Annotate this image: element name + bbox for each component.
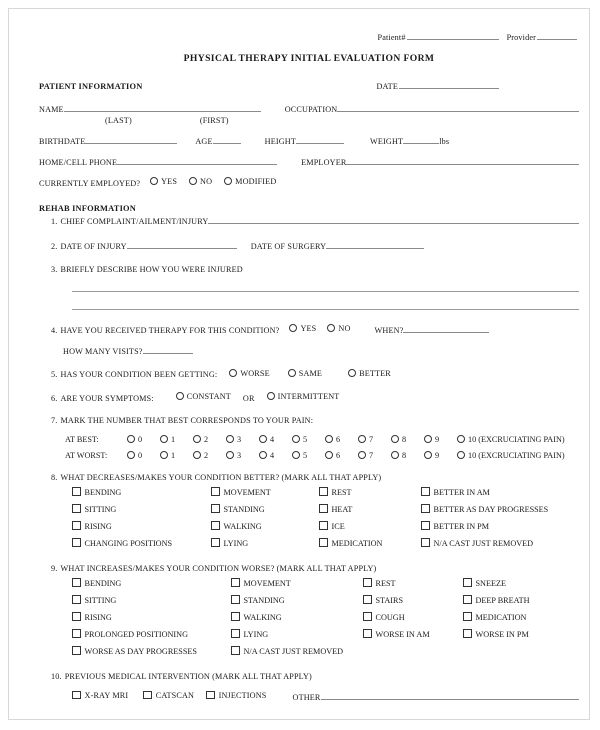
form-page — [8, 8, 590, 720]
q8-option-changing-positions[interactable] — [72, 539, 172, 548]
q4-option-yes[interactable] — [289, 324, 316, 333]
q7-label: MARK THE NUMBER THAT BEST CORRESPONDS TO YOUR PAIN: — [60, 415, 314, 425]
radio-icon[interactable] — [325, 451, 333, 459]
q9-row-4 — [39, 630, 579, 647]
q7-at-worst-row — [39, 451, 579, 460]
q7-at-best-row — [39, 435, 579, 444]
checkbox-icon[interactable] — [72, 487, 81, 496]
q7-worst-option-10[interactable] — [457, 451, 565, 460]
q8-label: WHAT DECREASES/MAKES YOUR CONDITION BETTER? (MARK ALL THAT APPLY) — [60, 472, 382, 482]
checkbox-icon[interactable] — [231, 629, 240, 638]
q8-option-better-in-pm-label: BETTER IN PM — [433, 521, 489, 531]
q4-visits-field[interactable] — [143, 345, 193, 354]
q7-worst-option-2[interactable] — [193, 451, 226, 460]
q4-when-label: WHEN? — [374, 325, 404, 335]
q8-option-bending[interactable] — [72, 488, 121, 497]
checkbox-icon[interactable] — [421, 521, 430, 530]
radio-icon[interactable] — [229, 369, 237, 377]
q7-at-worst-label: AT WORST: — [65, 450, 108, 460]
q7-best-option-3-label: 3 — [237, 434, 242, 444]
q3-number: 3. — [51, 264, 58, 274]
q8-option-walking-label: WALKING — [223, 521, 262, 531]
q9-option-cough[interactable] — [363, 613, 405, 622]
q10-label: PREVIOUS MEDICAL INTERVENTION (MARK ALL THAT APPLY) — [64, 671, 312, 681]
q9-option-sneeze-label: SNEEZE — [475, 578, 506, 588]
q7-best-option-10-label: 10 (EXCRUCIATING PAIN) — [468, 434, 565, 444]
q2-surgery-label: DATE OF SURGERY — [250, 241, 327, 251]
rehab-information-heading: REHAB INFORMATION — [39, 203, 137, 213]
employer-field[interactable] — [346, 156, 579, 165]
height-field[interactable] — [296, 135, 344, 144]
q2-label: DATE OF INJURY — [60, 241, 127, 251]
q7-best-option-6[interactable] — [325, 435, 358, 444]
q7-worst-option-6-label: 6 — [336, 450, 341, 460]
patient-number-label: Patient# — [377, 33, 406, 42]
radio-icon[interactable] — [457, 451, 465, 459]
q9-option-worse-as-day-progresses[interactable] — [72, 647, 197, 656]
q8-option-rising[interactable] — [72, 522, 112, 531]
q10-other-label: OTHER — [292, 692, 321, 702]
q4-label: HAVE YOU RECEIVED THERAPY FOR THIS CONDITION? — [60, 325, 280, 335]
q9-option-sitting-label: SITTING — [84, 595, 117, 605]
radio-icon[interactable] — [150, 177, 158, 185]
radio-icon[interactable] — [127, 435, 135, 443]
q8-option-movement[interactable] — [211, 488, 271, 497]
q8-option-bending-label: BENDING — [84, 487, 122, 497]
q10-option-catscan-label: CATSCAN — [155, 690, 195, 700]
radio-icon[interactable] — [391, 435, 399, 443]
occupation-field[interactable] — [337, 103, 579, 112]
checkbox-icon[interactable] — [463, 612, 472, 621]
q5-option-same-label: SAME — [298, 368, 323, 378]
q4-when-field[interactable] — [403, 324, 489, 333]
q8-option-movement-label: MOVEMENT — [223, 487, 271, 497]
q7-worst-option-0[interactable] — [127, 451, 160, 460]
checkbox-icon[interactable] — [211, 504, 220, 513]
q8-row-4 — [39, 539, 579, 556]
q9-option-prolonged-positioning[interactable] — [72, 630, 188, 639]
checkbox-icon[interactable] — [231, 612, 240, 621]
checkbox-icon[interactable] — [231, 595, 240, 604]
q2-date-of-injury-field[interactable] — [127, 240, 237, 249]
q6-number: 6. — [51, 393, 58, 403]
radio-icon[interactable] — [289, 324, 297, 332]
radio-icon[interactable] — [259, 435, 267, 443]
radio-icon[interactable] — [424, 435, 432, 443]
q9-option-worse-in-pm-label: WORSE IN PM — [475, 629, 529, 639]
radio-icon[interactable] — [288, 369, 296, 377]
q9-option-movement-label: MOVEMENT — [243, 578, 291, 588]
q7-best-option-4-label: 4 — [270, 434, 275, 444]
q9-row-3 — [39, 613, 579, 630]
q9-option-na-cast-just-removed[interactable] — [231, 647, 343, 656]
q3-description-line-2[interactable] — [72, 309, 579, 310]
age-field[interactable] — [213, 135, 241, 144]
q7-at-best-label: AT BEST: — [65, 434, 99, 444]
q7-best-option-5[interactable] — [292, 435, 325, 444]
q9-row-2 — [39, 596, 579, 613]
checkbox-icon[interactable] — [72, 629, 81, 638]
q7-worst-option-10-label: 10 (EXCRUCIATING PAIN) — [468, 450, 565, 460]
q7-worst-option-0-label: 0 — [138, 450, 143, 460]
q4-option-no[interactable] — [327, 324, 350, 333]
q6-option-intermittent-label: INTERMITTENT — [277, 392, 340, 401]
checkbox-icon[interactable] — [231, 646, 240, 655]
q7-best-option-2-label: 2 — [204, 434, 209, 444]
weight-unit-label: lbs — [439, 137, 450, 146]
q8-checkbox-grid — [39, 488, 579, 556]
first-name-caption: (FIRST) — [199, 116, 229, 125]
q7-worst-option-9-label: 9 — [435, 450, 440, 460]
q8-option-medication-label: MEDICATION — [331, 538, 383, 548]
radio-icon[interactable] — [267, 392, 275, 400]
q9-option-standing[interactable] — [231, 596, 285, 605]
q8-option-better-in-am[interactable] — [421, 488, 490, 497]
q6-conjunction: OR — [242, 393, 255, 403]
q1-label: CHIEF COMPLAINT/AILMENT/INJURY — [60, 216, 209, 226]
radio-icon[interactable] — [358, 451, 366, 459]
q9-option-lying[interactable] — [231, 630, 268, 639]
age-label: AGE — [195, 137, 213, 146]
q8-option-standing-label: STANDING — [223, 504, 265, 514]
q7-worst-option-9[interactable] — [424, 451, 457, 460]
q8-option-na-cast-just-removed-label: N/A CAST JUST REMOVED — [433, 538, 534, 548]
phone-field[interactable] — [117, 156, 277, 165]
employed-option-no-label: NO — [200, 177, 213, 186]
q5-number: 5. — [51, 370, 58, 379]
provider-label: Provider — [506, 33, 536, 42]
page-title: PHYSICAL THERAPY INITIAL EVALUATION FORM — [183, 53, 435, 64]
q8-option-medication[interactable] — [319, 539, 382, 548]
q5-option-same[interactable] — [288, 369, 322, 378]
q7-worst-option-8[interactable] — [391, 451, 424, 460]
q8-option-lying[interactable] — [211, 539, 248, 548]
q10-option-xray-mri-label: X-RAY MRI — [84, 690, 129, 700]
q7-worst-option-4[interactable] — [259, 451, 292, 460]
q10-other-field[interactable] — [321, 691, 579, 700]
checkbox-icon[interactable] — [363, 578, 372, 587]
q9-option-rising[interactable] — [72, 613, 112, 622]
checkbox-icon[interactable] — [319, 504, 328, 513]
radio-icon[interactable] — [193, 435, 201, 443]
checkbox-icon[interactable] — [421, 504, 430, 513]
q7-best-option-5-label: 5 — [303, 434, 308, 444]
q7-worst-option-8-label: 8 — [402, 450, 407, 460]
q9-row-1 — [39, 579, 579, 596]
q7-best-option-9-label: 9 — [435, 434, 440, 444]
checkbox-icon[interactable] — [72, 504, 81, 513]
q7-worst-option-6[interactable] — [325, 451, 358, 460]
height-label: HEIGHT — [264, 137, 296, 146]
weight-label: WEIGHT — [370, 137, 404, 146]
q6-option-constant-label: CONSTANT — [186, 392, 231, 401]
q3-label: BRIEFLY DESCRIBE HOW YOU WERE INJURED — [60, 264, 243, 274]
date-field[interactable] — [399, 80, 499, 89]
q8-row-2 — [39, 505, 579, 522]
radio-icon[interactable] — [292, 451, 300, 459]
radio-icon[interactable] — [325, 435, 333, 443]
q7-best-option-8-label: 8 — [402, 434, 407, 444]
checkbox-icon[interactable] — [143, 691, 152, 700]
currently-employed-label: CURRENTLY EMPLOYED? — [39, 178, 141, 188]
checkbox-icon[interactable] — [463, 629, 472, 638]
q5-option-worse-label: WORSE — [240, 368, 270, 378]
q7-worst-option-7[interactable] — [358, 451, 391, 460]
q8-option-better-as-day-progresses[interactable] — [421, 505, 548, 514]
q1-chief-complaint-field[interactable] — [208, 215, 579, 224]
birthdate-label: BIRTHDATE — [39, 137, 86, 146]
q9-option-lying-label: LYING — [243, 629, 269, 639]
q9-number: 9. — [51, 563, 58, 573]
q8-option-sitting-label: SITTING — [84, 504, 117, 514]
q9-option-walking-label: WALKING — [243, 612, 282, 622]
q4-option-no-label: NO — [338, 324, 351, 333]
patient-number-field[interactable] — [407, 31, 499, 40]
q7-worst-option-5-label: 5 — [303, 450, 308, 460]
q7-best-option-1[interactable] — [160, 435, 193, 444]
q9-option-medication-label: MEDICATION — [475, 612, 527, 622]
q8-option-walking[interactable] — [211, 522, 262, 531]
checkbox-icon[interactable] — [72, 538, 81, 547]
q7-worst-option-5[interactable] — [292, 451, 325, 460]
checkbox-icon[interactable] — [72, 646, 81, 655]
q9-option-deep-breath-label: DEEP BREATH — [475, 595, 530, 605]
q10-option-injections[interactable] — [206, 691, 266, 700]
occupation-label: OCCUPATION — [284, 105, 338, 114]
q8-option-changing-positions-label: CHANGING POSITIONS — [84, 538, 173, 548]
q8-row-3 — [39, 522, 579, 539]
radio-icon[interactable] — [224, 177, 232, 185]
q10-option-catscan[interactable] — [143, 691, 194, 700]
q9-option-standing-label: STANDING — [243, 595, 285, 605]
q9-option-stairs-label: STAIRS — [375, 595, 404, 605]
checkbox-icon[interactable] — [421, 487, 430, 496]
checkbox-icon[interactable] — [363, 612, 372, 621]
checkbox-icon[interactable] — [319, 487, 328, 496]
checkbox-icon[interactable] — [231, 578, 240, 587]
q5-option-better-label: BETTER — [359, 368, 391, 378]
q8-number: 8. — [51, 472, 58, 482]
q9-option-worse-as-day-progresses-label: WORSE AS DAY PROGRESSES — [84, 646, 197, 656]
q7-worst-option-1-label: 1 — [171, 450, 176, 460]
checkbox-icon[interactable] — [211, 538, 220, 547]
employed-option-no[interactable] — [189, 177, 212, 186]
q8-option-na-cast-just-removed[interactable] — [421, 539, 533, 548]
q8-option-better-in-am-label: BETTER IN AM — [433, 487, 490, 497]
q8-option-standing[interactable] — [211, 505, 265, 514]
checkbox-icon[interactable] — [206, 691, 215, 700]
q7-best-option-6-label: 6 — [336, 434, 341, 444]
q9-option-worse-in-pm[interactable] — [463, 630, 529, 639]
checkbox-icon[interactable] — [319, 521, 328, 530]
last-name-caption: (LAST) — [105, 116, 132, 125]
q7-worst-option-3-label: 3 — [237, 450, 242, 460]
radio-icon[interactable] — [457, 435, 465, 443]
q7-best-option-2[interactable] — [193, 435, 226, 444]
radio-icon[interactable] — [391, 451, 399, 459]
radio-icon[interactable] — [127, 451, 135, 459]
q6-option-intermittent[interactable] — [267, 392, 340, 401]
q5-label: HAS YOUR CONDITION BEEN GETTING: — [60, 370, 218, 379]
date-label: DATE — [376, 82, 398, 91]
q10-option-injections-label: INJECTIONS — [218, 690, 267, 700]
q9-option-movement[interactable] — [231, 579, 291, 588]
radio-icon[interactable] — [193, 451, 201, 459]
q2-number: 2. — [51, 241, 58, 251]
employed-option-yes-label: YES — [161, 177, 178, 186]
q8-option-heat[interactable] — [319, 505, 352, 514]
employed-option-yes[interactable] — [150, 177, 177, 186]
q9-option-rising-label: RISING — [84, 612, 112, 622]
q9-option-na-cast-just-removed-label: N/A CAST JUST REMOVED — [243, 646, 344, 656]
q7-worst-option-4-label: 4 — [270, 450, 275, 460]
birthdate-field[interactable] — [85, 135, 177, 144]
q7-worst-option-2-label: 2 — [204, 450, 209, 460]
q2-date-of-surgery-field[interactable] — [326, 240, 424, 249]
radio-icon[interactable] — [160, 451, 168, 459]
employer-label: EMPLOYER — [301, 158, 347, 167]
q8-option-rest-label: REST — [331, 487, 352, 497]
q9-option-worse-in-am[interactable] — [363, 630, 430, 639]
q8-option-sitting[interactable] — [72, 505, 116, 514]
employed-option-modified[interactable] — [224, 177, 276, 186]
checkbox-icon[interactable] — [363, 595, 372, 604]
q7-best-option-3[interactable] — [226, 435, 259, 444]
q7-best-option-7-label: 7 — [369, 434, 374, 444]
provider-field[interactable] — [537, 31, 577, 40]
name-label: NAME — [39, 105, 64, 114]
weight-field[interactable] — [403, 135, 439, 144]
q9-option-rest-label: REST — [375, 578, 396, 588]
q8-option-lying-label: LYING — [223, 538, 249, 548]
radio-icon[interactable] — [259, 451, 267, 459]
checkbox-icon[interactable] — [319, 538, 328, 547]
checkbox-icon[interactable] — [211, 487, 220, 496]
radio-icon[interactable] — [292, 435, 300, 443]
q9-option-sitting[interactable] — [72, 596, 116, 605]
q4-option-yes-label: YES — [300, 324, 317, 333]
q9-row-5 — [39, 647, 579, 664]
q6-option-constant[interactable] — [176, 392, 231, 401]
q9-option-sneeze[interactable] — [463, 579, 506, 588]
checkbox-icon[interactable] — [463, 595, 472, 604]
q9-option-rest[interactable] — [363, 579, 396, 588]
checkbox-icon[interactable] — [72, 612, 81, 621]
q9-option-medication[interactable] — [463, 613, 526, 622]
q7-number: 7. — [51, 415, 58, 425]
q7-best-option-7[interactable] — [358, 435, 391, 444]
q7-worst-option-3[interactable] — [226, 451, 259, 460]
checkbox-icon[interactable] — [72, 691, 81, 700]
q7-best-option-0[interactable] — [127, 435, 160, 444]
q7-worst-option-7-label: 7 — [369, 450, 374, 460]
checkbox-icon[interactable] — [72, 521, 81, 530]
q1-number: 1. — [51, 216, 58, 226]
radio-icon[interactable] — [424, 451, 432, 459]
radio-icon[interactable] — [176, 392, 184, 400]
employed-option-modified-label: MODIFIED — [235, 177, 277, 186]
radio-icon[interactable] — [160, 435, 168, 443]
q8-option-better-as-day-progresses-label: BETTER AS DAY PROGRESSES — [433, 504, 549, 514]
q3-description-line-1[interactable] — [72, 291, 579, 292]
q7-worst-option-1[interactable] — [160, 451, 193, 460]
q9-option-bending-label: BENDING — [84, 578, 122, 588]
q7-best-option-9[interactable] — [424, 435, 457, 444]
q4-number: 4. — [51, 325, 58, 335]
checkbox-icon[interactable] — [211, 521, 220, 530]
checkbox-icon[interactable] — [421, 538, 430, 547]
q9-checkbox-grid — [39, 579, 579, 664]
q9-option-prolonged-positioning-label: PROLONGED POSITIONING — [84, 629, 188, 639]
radio-icon[interactable] — [358, 435, 366, 443]
q7-best-option-0-label: 0 — [138, 434, 143, 444]
checkbox-icon[interactable] — [463, 578, 472, 587]
q7-best-option-4[interactable] — [259, 435, 292, 444]
q9-option-stairs[interactable] — [363, 596, 403, 605]
q7-best-option-1-label: 1 — [171, 434, 176, 444]
q8-option-ice[interactable] — [319, 522, 345, 531]
q9-option-deep-breath[interactable] — [463, 596, 530, 605]
q9-option-cough-label: COUGH — [375, 612, 405, 622]
q6-label: ARE YOUR SYMPTOMS: — [60, 393, 154, 403]
q8-option-heat-label: HEAT — [331, 504, 353, 514]
q4-visits-label: HOW MANY VISITS? — [63, 346, 143, 356]
q9-option-bending[interactable] — [72, 579, 121, 588]
q8-row-1 — [39, 488, 579, 505]
q8-option-better-in-pm[interactable] — [421, 522, 489, 531]
phone-label: HOME/CELL PHONE — [39, 158, 118, 167]
q9-option-worse-in-am-label: WORSE IN AM — [375, 629, 430, 639]
radio-icon[interactable] — [348, 369, 356, 377]
q5-option-worse[interactable] — [229, 369, 269, 378]
radio-icon[interactable] — [226, 435, 234, 443]
patient-information-heading: PATIENT INFORMATION — [39, 82, 143, 91]
checkbox-icon[interactable] — [363, 629, 372, 638]
radio-icon[interactable] — [327, 324, 335, 332]
radio-icon[interactable] — [226, 451, 234, 459]
q9-label: WHAT INCREASES/MAKES YOUR CONDITION WORSE? (MARK ALL THAT APPLY) — [60, 563, 377, 573]
q9-option-walking[interactable] — [231, 613, 282, 622]
q5-option-better[interactable] — [348, 369, 391, 378]
q8-option-rest[interactable] — [319, 488, 352, 497]
q10-option-xray-mri[interactable] — [72, 691, 128, 700]
q8-option-rising-label: RISING — [84, 521, 112, 531]
q7-best-option-8[interactable] — [391, 435, 424, 444]
q8-option-ice-label: ICE — [331, 521, 345, 531]
checkbox-icon[interactable] — [72, 578, 81, 587]
name-field[interactable] — [64, 103, 261, 112]
q7-best-option-10[interactable] — [457, 435, 565, 444]
checkbox-icon[interactable] — [72, 595, 81, 604]
radio-icon[interactable] — [189, 177, 197, 185]
q10-number: 10. — [51, 671, 62, 681]
patient-provider-header — [39, 31, 579, 42]
